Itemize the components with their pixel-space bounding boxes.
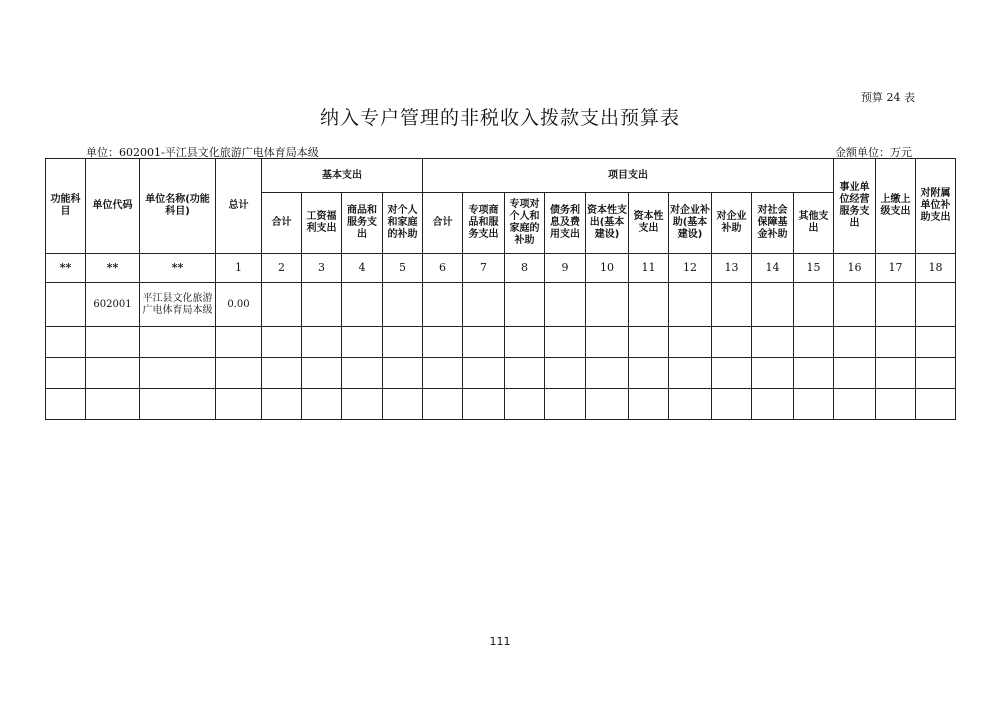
cell xyxy=(383,283,423,327)
index-row xyxy=(46,254,956,283)
table-row xyxy=(46,283,956,327)
index-cell: 17 xyxy=(876,254,916,283)
index-cell: ** xyxy=(46,254,86,283)
index-cell: 5 xyxy=(383,254,423,283)
header-biz-ops: 事业单位经营服务支出 xyxy=(834,159,876,254)
index-cell: 11 xyxy=(629,254,669,283)
header-upper-payment: 上缴上级支出 xyxy=(876,159,916,254)
header-affiliate-subsidy: 对附属单位补助支出 xyxy=(916,159,956,254)
cell xyxy=(834,283,876,327)
index-cell: 2 xyxy=(262,254,302,283)
header-project-col: 专项对个人和家庭的补助 xyxy=(505,193,545,254)
index-cell: ** xyxy=(140,254,216,283)
header-project-col: 其他支出 xyxy=(794,193,834,254)
budget-table xyxy=(45,158,956,420)
header-project-col: 专项商品和服务支出 xyxy=(463,193,505,254)
cell xyxy=(463,283,505,327)
empty-row xyxy=(46,358,956,389)
cell xyxy=(712,283,752,327)
cell xyxy=(916,283,956,327)
header-project-col: 资本性支出(基本建设) xyxy=(586,193,629,254)
index-cell: ** xyxy=(86,254,140,283)
header-basic-col: 工资福利支出 xyxy=(302,193,342,254)
page-title: 纳入专户管理的非税收入拨款支出预算表 xyxy=(319,107,680,129)
cell xyxy=(586,283,629,327)
cell xyxy=(262,283,302,327)
unit-label: 单位：602001-平江县文化旅游广电体育局本级 xyxy=(86,146,319,159)
cell xyxy=(545,283,586,327)
index-cell: 9 xyxy=(545,254,586,283)
empty-row xyxy=(46,389,956,420)
header-basic-group: 基本支出 xyxy=(262,159,423,193)
index-cell: 15 xyxy=(794,254,834,283)
cell xyxy=(669,283,712,327)
header-unit-code: 单位代码 xyxy=(86,159,140,254)
header-project-col: 合计 xyxy=(423,193,463,254)
cell-unit-name: 平江县文化旅游广电体育局本级 xyxy=(140,283,216,327)
index-cell: 14 xyxy=(752,254,794,283)
header-project-group: 项目支出 xyxy=(423,159,834,193)
header-project-col: 资本性支出 xyxy=(629,193,669,254)
header-project-col: 对企业补助(基本建设) xyxy=(669,193,712,254)
cell-unit-code: 602001 xyxy=(86,283,140,327)
form-number: 预算 24 表 xyxy=(861,91,915,104)
header-total: 总计 xyxy=(216,159,262,254)
header-project-col: 债务利息及费用支出 xyxy=(545,193,586,254)
index-cell: 16 xyxy=(834,254,876,283)
amount-unit-label: 金额单位：万元 xyxy=(835,146,912,159)
header-unit-name: 单位名称(功能科目) xyxy=(140,159,216,254)
header-basic-col: 对个人和家庭的补助 xyxy=(383,193,423,254)
header-project-col: 对社会保障基金补助 xyxy=(752,193,794,254)
header-basic-col: 合计 xyxy=(262,193,302,254)
cell xyxy=(629,283,669,327)
index-cell: 7 xyxy=(463,254,505,283)
index-cell: 13 xyxy=(712,254,752,283)
cell xyxy=(423,283,463,327)
header-project-col: 对企业补助 xyxy=(712,193,752,254)
index-cell: 3 xyxy=(302,254,342,283)
header-basic-col: 商品和服务支出 xyxy=(342,193,383,254)
cell xyxy=(342,283,383,327)
index-cell: 18 xyxy=(916,254,956,283)
index-cell: 10 xyxy=(586,254,629,283)
header-func-subject: 功能科目 xyxy=(46,159,86,254)
cell-total: 0.00 xyxy=(216,283,262,327)
index-cell: 4 xyxy=(342,254,383,283)
empty-row xyxy=(46,327,956,358)
cell xyxy=(752,283,794,327)
cell xyxy=(794,283,834,327)
index-cell: 12 xyxy=(669,254,712,283)
index-cell: 8 xyxy=(505,254,545,283)
index-cell: 1 xyxy=(216,254,262,283)
cell-func-subject xyxy=(46,283,86,327)
page-number: 111 xyxy=(489,635,511,648)
index-cell: 6 xyxy=(423,254,463,283)
cell xyxy=(505,283,545,327)
cell xyxy=(302,283,342,327)
cell xyxy=(876,283,916,327)
